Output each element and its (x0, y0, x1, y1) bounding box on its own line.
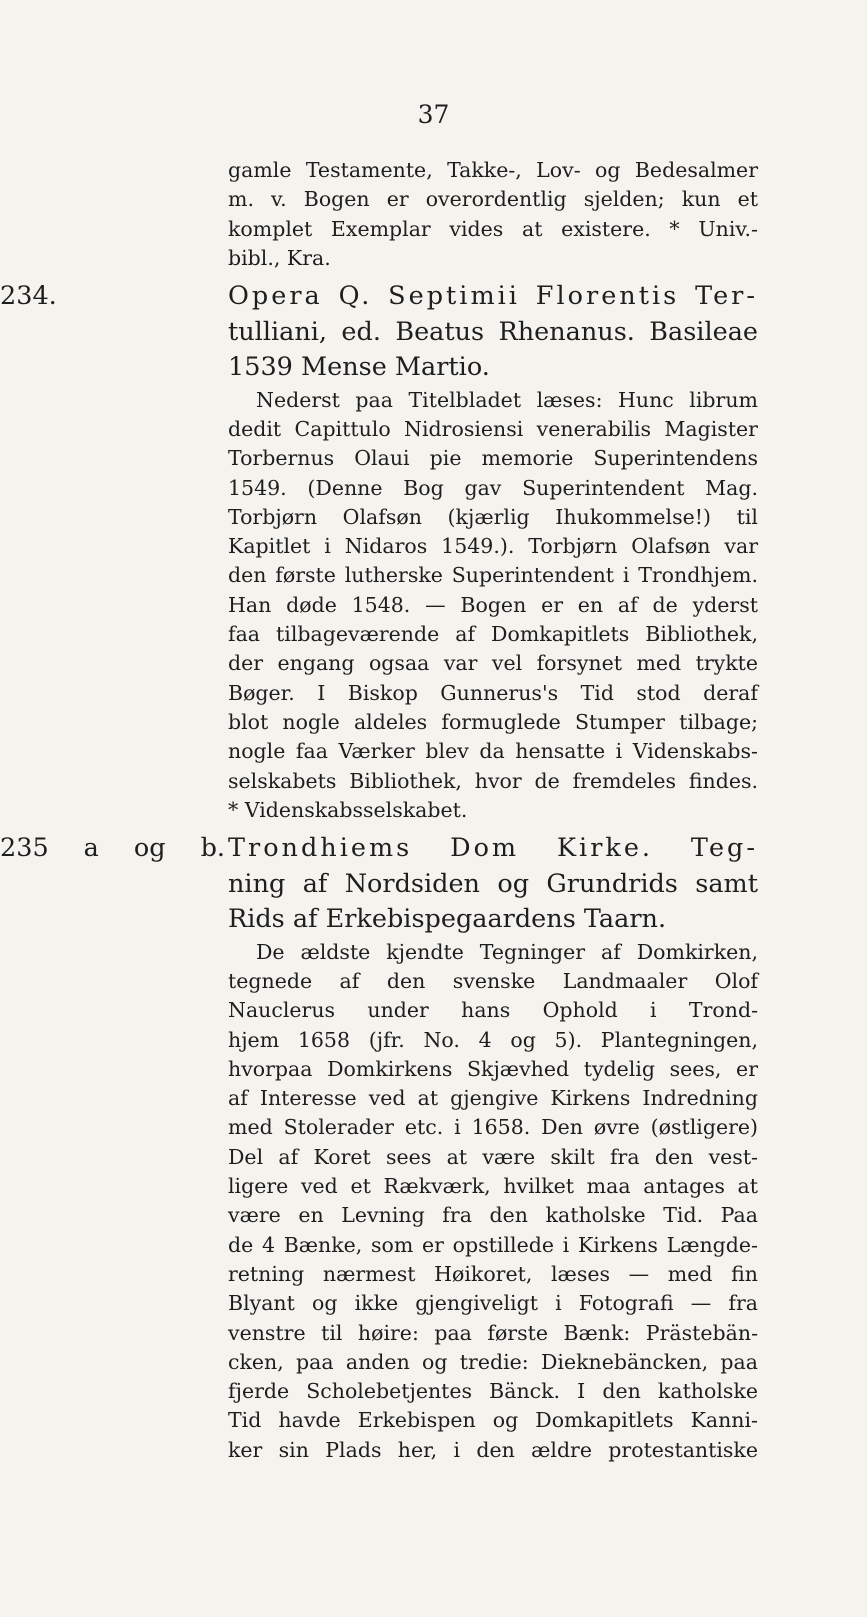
text-line: Nauclerus under hans Ophold i Trond- (228, 998, 758, 1023)
text-line: 1549. (Denne Bog gav Superintendent Mag. (228, 475, 758, 500)
text-line: af Interesse ved at gjengive Kirkens Indredning (228, 1086, 758, 1111)
text-line: fjerde Scholebetjentes Bänck. I den katholske (228, 1379, 758, 1404)
text-line: retning nærmest Høikoret, læses — med fin (228, 1261, 758, 1286)
text-line: venstre til høire: paa første Bænk: Prästebän- (228, 1320, 758, 1345)
text-line: være en Levning fra den katholske Tid. Paa (228, 1203, 758, 1228)
text-line: ligere ved et Rækværk, hvilket maa antages at (228, 1174, 758, 1199)
entry-heading-text: Trondhiems Dom Kirke. Teg- (228, 833, 758, 864)
text-line: Bøger. I Biskop Gunnerus's Tid stod deraf (228, 680, 758, 705)
text-line: m. v. Bogen er overordentlig sjelden; kun et (228, 187, 758, 212)
text-line: Blyant og ikke gjengiveligt i Fotografi — fra (228, 1291, 758, 1316)
entry-heading-line (0, 831, 758, 867)
entry-heading-line: Rids af Erkebispegaardens Taarn. (228, 904, 667, 935)
text-line: blot nogle aldeles formuglede Stumper tilbage; (228, 709, 758, 734)
text-line: Torbernus Olaui pie memorie Superintendens (228, 446, 758, 471)
text-line: Tid havde Erkebispen og Domkapitlets Kanni- (228, 1408, 758, 1433)
entry-number: 234. (0, 281, 57, 312)
text-line: de 4 Bænke, som er opstillede i Kirkens Længde- (228, 1232, 758, 1257)
text-line: Han døde 1548. — Bogen er en af de yderst (228, 592, 758, 617)
text-line: selskabets Bibliothek, hvor de fremdeles findes. (228, 768, 758, 793)
entry-heading-text: Opera Q. Septimii Florentis Ter- (228, 281, 758, 312)
page-number: 37 (417, 100, 450, 129)
text-line: dedit Capittulo Nidrosiensi venerabilis Magister (228, 416, 758, 441)
entry-heading-line: 1539 Mense Martio. (228, 352, 490, 383)
text-line: bibl., Kra. (228, 245, 331, 270)
entry-234 (0, 279, 758, 825)
text-line: nogle faa Værker blev da hensatte i Videnskabs- (228, 739, 758, 764)
text-line: Del af Koret sees at være skilt fra den vest- (228, 1144, 758, 1169)
text-line: faa tilbageværende af Domkapitlets Bibliothek, (228, 622, 758, 647)
text-line: * Videnskabsselskabet. (228, 797, 468, 822)
entry-number: 235 a og b. (0, 833, 225, 864)
text-line: der engang ogsaa var vel forsynet med trykte (228, 651, 758, 676)
text-line: Nederst paa Titelbladet læses: Hunc librum (256, 387, 758, 412)
text-line: Torbjørn Olafsøn (kjærlig Ihukommelse!) til (228, 504, 758, 529)
text-line: hjem 1658 (jfr. No. 4 og 5). Plantegningen, (228, 1027, 758, 1052)
text-line: med Stolerader etc. i 1658. Den øvre (østligere) (228, 1115, 758, 1140)
text-line: Kapitlet i Nidaros 1549.). Torbjørn Olafsøn var (228, 534, 758, 559)
entry-heading-line: ning af Nordsiden og Grundrids samt (228, 868, 758, 899)
text-line: De ældste kjendte Tegninger af Domkirken, (256, 939, 758, 964)
text-line: gamle Testamente, Takke-, Lov- og Bedesalmer (228, 158, 758, 182)
entry-heading-line: tulliani, ed. Beatus Rhenanus. Basileae (228, 316, 758, 347)
text-line: ker sin Plads her, i den ældre protestantiske (228, 1437, 758, 1462)
text-line: hvorpaa Domkirkens Skjævhed tydelig sees, er (228, 1056, 758, 1081)
text-block (0, 156, 758, 1465)
text-line: tegnede af den svenske Landmaaler Olof (228, 968, 758, 993)
text-line: cken, paa anden og tredie: Dieknebäncken, paa (228, 1349, 758, 1374)
entry-heading-line (0, 279, 758, 315)
text-line: den første lutherske Superintendent i Trondhjem. (228, 563, 758, 588)
entry-235 (0, 831, 758, 1465)
text-line: komplet Exemplar vides at existere. * Univ.- (228, 216, 758, 241)
